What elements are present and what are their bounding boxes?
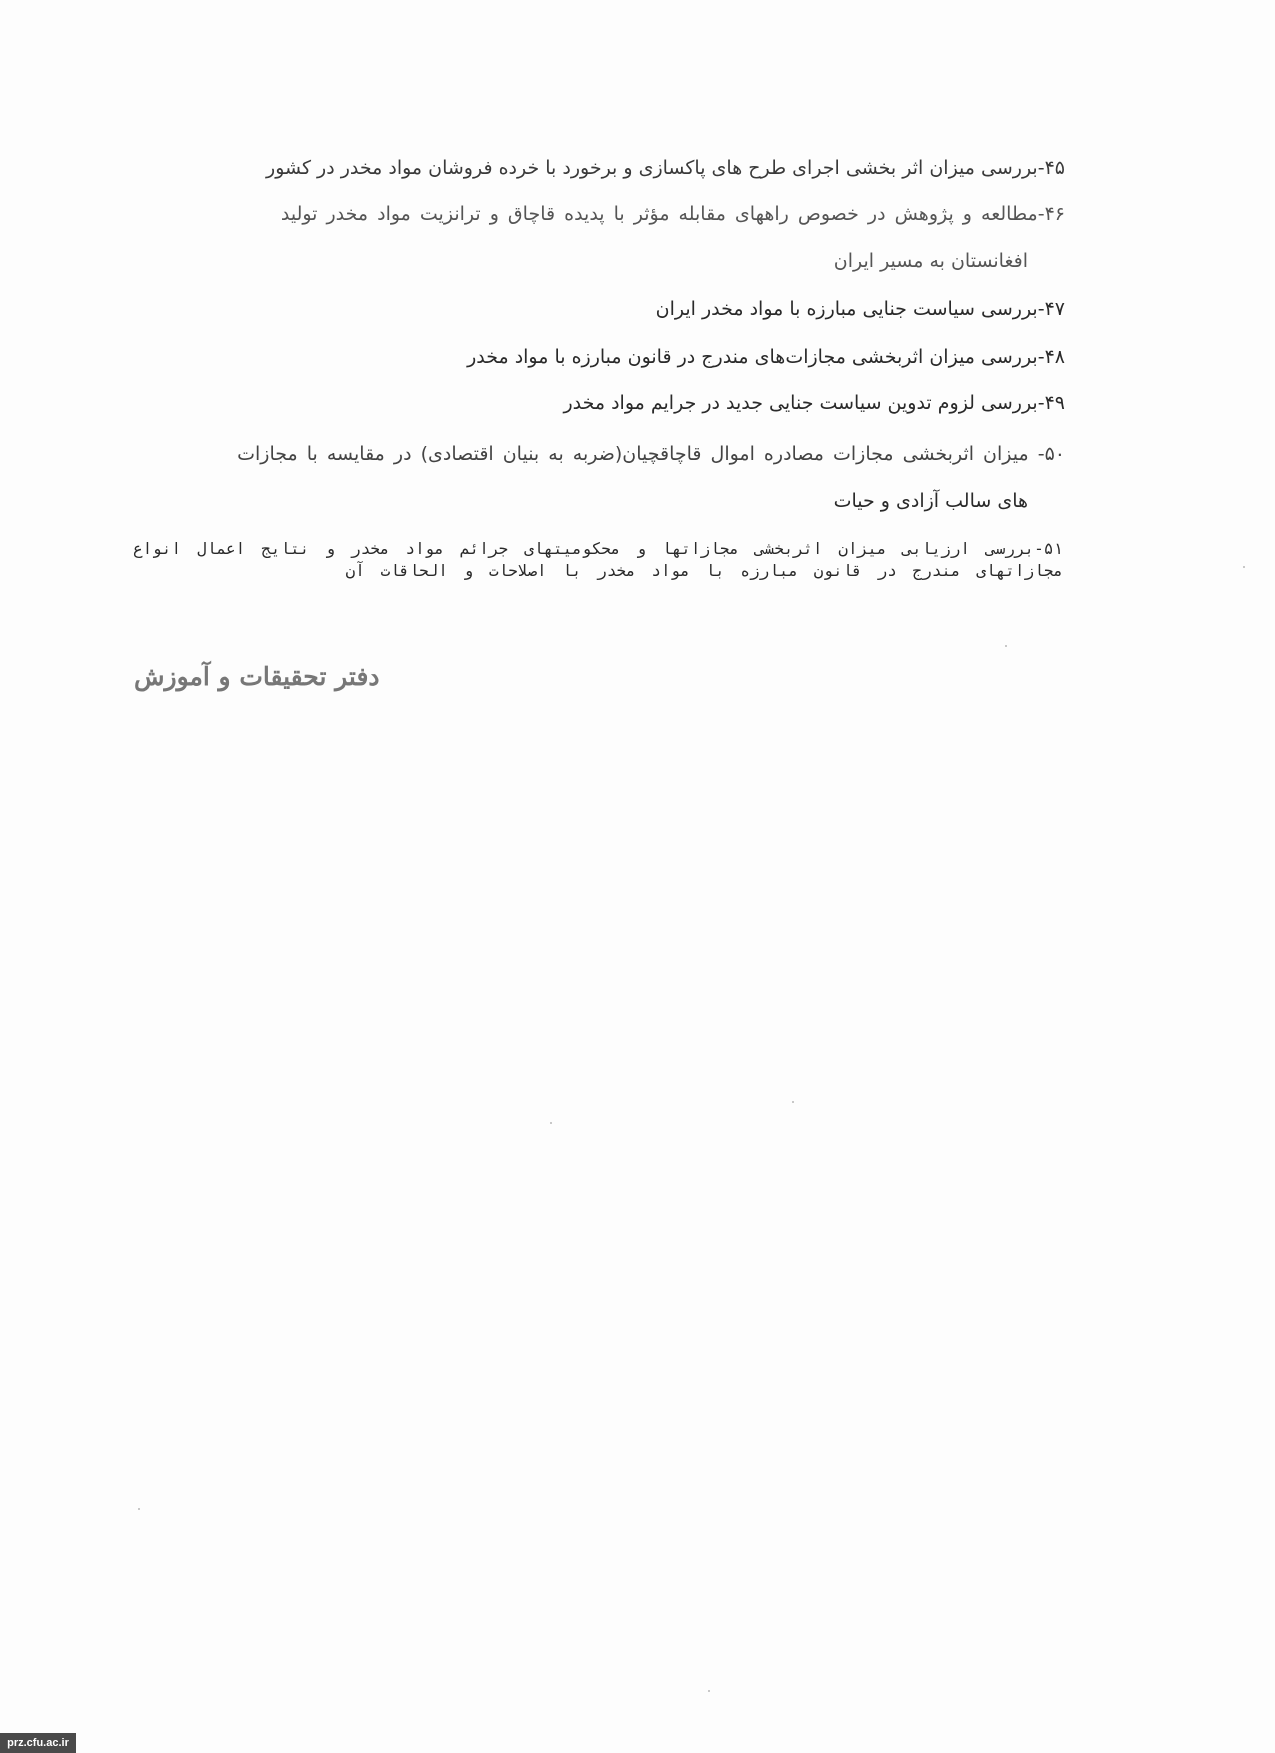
list-item-50: ۵۰- میزان اثربخشی مجازات مصادره اموال قاچاقچیان(ضربه به بنیان اقتصادی) در مقایسه با مجازات	[237, 443, 1065, 465]
list-item-46: ۴۶-مطالعه و پژوهش در خصوص راههای مقابله مؤثر با پدیده قاچاق و ترانزیت مواد مخدر تولید	[280, 203, 1065, 225]
scan-speck	[138, 1508, 140, 1510]
scan-speck	[1005, 645, 1007, 647]
scan-speck	[550, 1122, 552, 1124]
scan-speck	[792, 1101, 794, 1103]
footer-url-badge: prz.cfu.ac.ir	[0, 1733, 76, 1753]
scan-speck	[708, 1690, 710, 1692]
list-item-51: ۵۱-بررسی ارزیابی میزان اثربخشی مجازاتها و محکومیتهای جرائم مواد مخدر و نتایج اعمال انواع مجازاتهای مندرج در قانون مبارزه با مواد مخدر با اصلاحات و الحاقات آن	[133, 539, 1063, 580]
list-item-49: ۴۹-بررسی لزوم تدوین سیاست جنایی جدید در جرایم مواد مخدر	[563, 392, 1065, 414]
scan-speck	[1243, 566, 1245, 568]
list-item-50-continuation: های سالب آزادی و حیات	[833, 490, 1028, 512]
list-item-48: ۴۸-بررسی میزان اثربخشی مجازات‌های مندرج در قانون مبارزه با مواد مخدر	[467, 346, 1065, 368]
list-item-46-continuation: افغانستان به مسیر ایران	[833, 250, 1028, 272]
list-item-47: ۴۷-بررسی سیاست جنایی مبارزه با مواد مخدر ایران	[655, 298, 1065, 320]
list-item-45: ۴۵-بررسی میزان اثر بخشی اجرای طرح های پاکسازی و برخورد با خرده فروشان مواد مخدر در کشور	[266, 157, 1065, 179]
office-signature: دفتر تحقیقات و آموزش	[134, 662, 380, 691]
